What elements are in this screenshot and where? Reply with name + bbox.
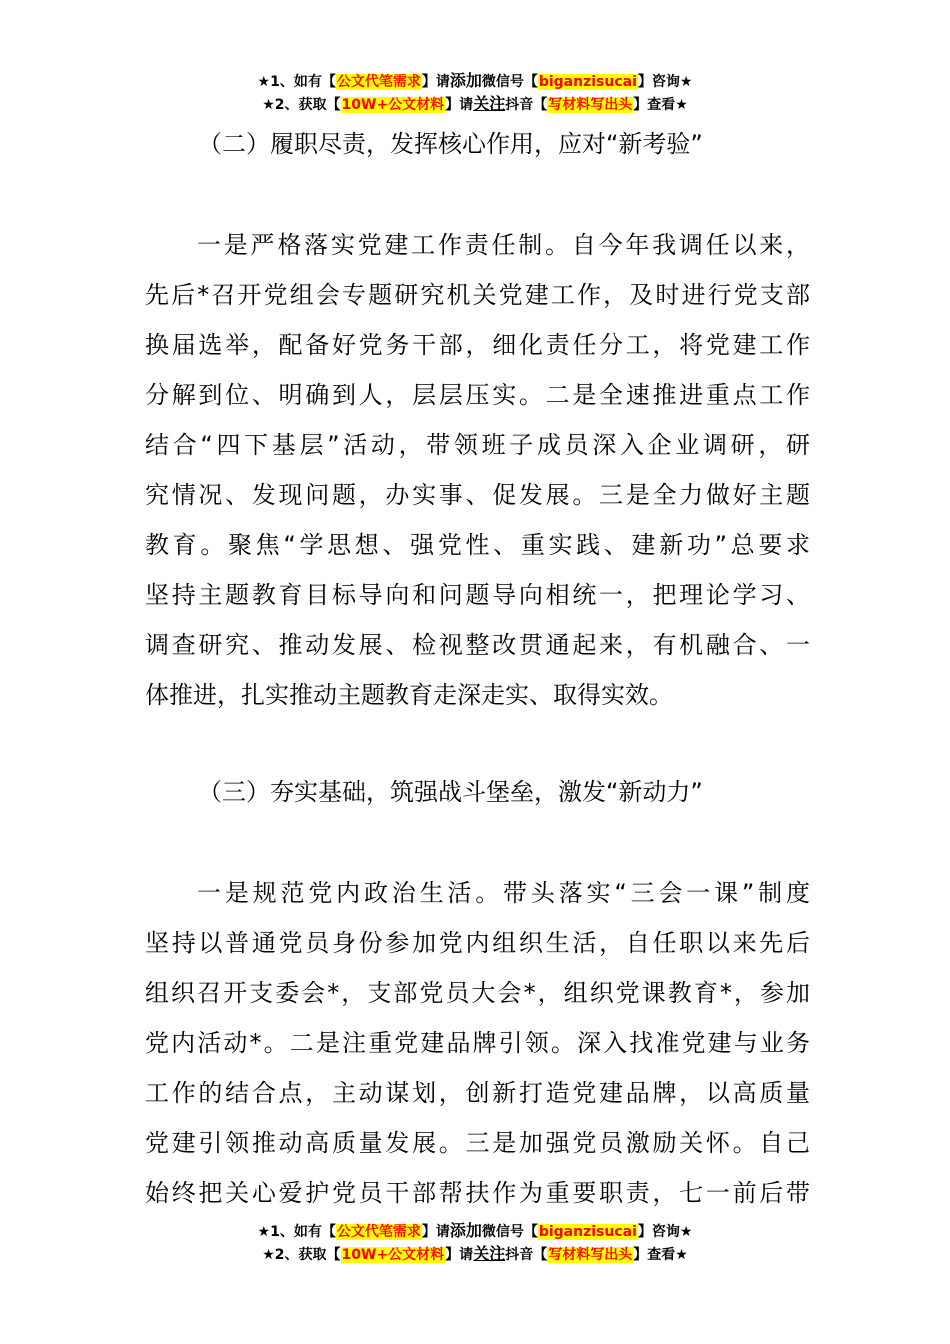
banner-highlight: 10W+公文材料 [341,97,445,113]
banner-line-2: ★2、获取【10W+公文材料】请关注抖音【写材料写出头】查看★ [262,94,688,113]
text-line: 结合“四下基层”活动，带领班子成员深入企业调研，研 [145,431,810,459]
text-line: 一是规范党内政治生活。带头落实“三会一课”制度 [197,879,810,907]
section-heading: （三）夯实基础，筑强战斗堡垒，激发“新动力” [198,778,703,806]
text-line: 工作的结合点，主动谋划，创新打造党建品牌，以高质量 [145,1079,810,1107]
banner-line-1: ★1、如有【公文代笔需求】请添加微信号【biganzisucai】咨询★ [257,71,693,90]
banner-highlight: 写材料写出头 [548,1247,633,1263]
text-line: 始终把关心爱护党员干部帮扶作为重要职责，七一前后带 [145,1179,810,1207]
text-line: 究情况、发现问题，办实事、促发展。三是全力做好主题 [145,481,810,509]
text-line: 党内活动*。二是注重党建品牌引领。深入找准党建与业务 [145,1029,810,1057]
text-line: 调查研究、推动发展、检视整改贯通起来，有机融合、一 [145,631,810,659]
banner-highlight: biganzisucai [538,1224,637,1240]
text-line: 教育。聚焦“学思想、强党性、重实践、建新功”总要求 [145,531,810,559]
text-line: 党建引领推动高质量发展。三是加强党员激励关怀。自己 [145,1129,810,1157]
footer-banner [0,1220,950,1266]
section-body [145,868,810,1218]
banner-highlight: biganzisucai [538,74,637,90]
banner-line-2: ★2、获取【10W+公文材料】请关注抖音【写材料写出头】查看★ [262,1244,688,1263]
header-banner [0,70,950,116]
text-line: 组织召开支委会*，支部党员大会*，组织党课教育*，参加 [145,979,810,1007]
text-line: 体推进，扎实推动主题教育走深走实、取得实效。 [145,681,673,709]
banner-highlight: 10W+公文材料 [341,1247,445,1263]
banner-highlight: 公文代笔需求 [336,74,421,90]
section-body [145,220,810,720]
text-line: 坚持以普通党员身份参加党内组织生活，自任职以来先后 [145,929,810,957]
banner-highlight: 公文代笔需求 [336,1224,421,1240]
banner-line-1: ★1、如有【公文代笔需求】请添加微信号【biganzisucai】咨询★ [257,1221,693,1240]
text-line: 坚持主题教育目标导向和问题导向相统一，把理论学习、 [145,581,810,609]
banner-highlight: 写材料写出头 [548,97,633,113]
text-line: 先后*召开党组会专题研究机关党建工作，及时进行党支部 [145,281,810,309]
text-line: 分解到位、明确到人，层层压实。二是全速推进重点工作 [145,381,810,409]
text-line: 换届选举，配备好党务干部，细化责任分工，将党建工作 [145,331,810,359]
text-line: 一是严格落实党建工作责任制。自今年我调任以来， [197,231,810,259]
section-heading: （二）履职尽责，发挥核心作用，应对“新考验” [198,130,703,158]
